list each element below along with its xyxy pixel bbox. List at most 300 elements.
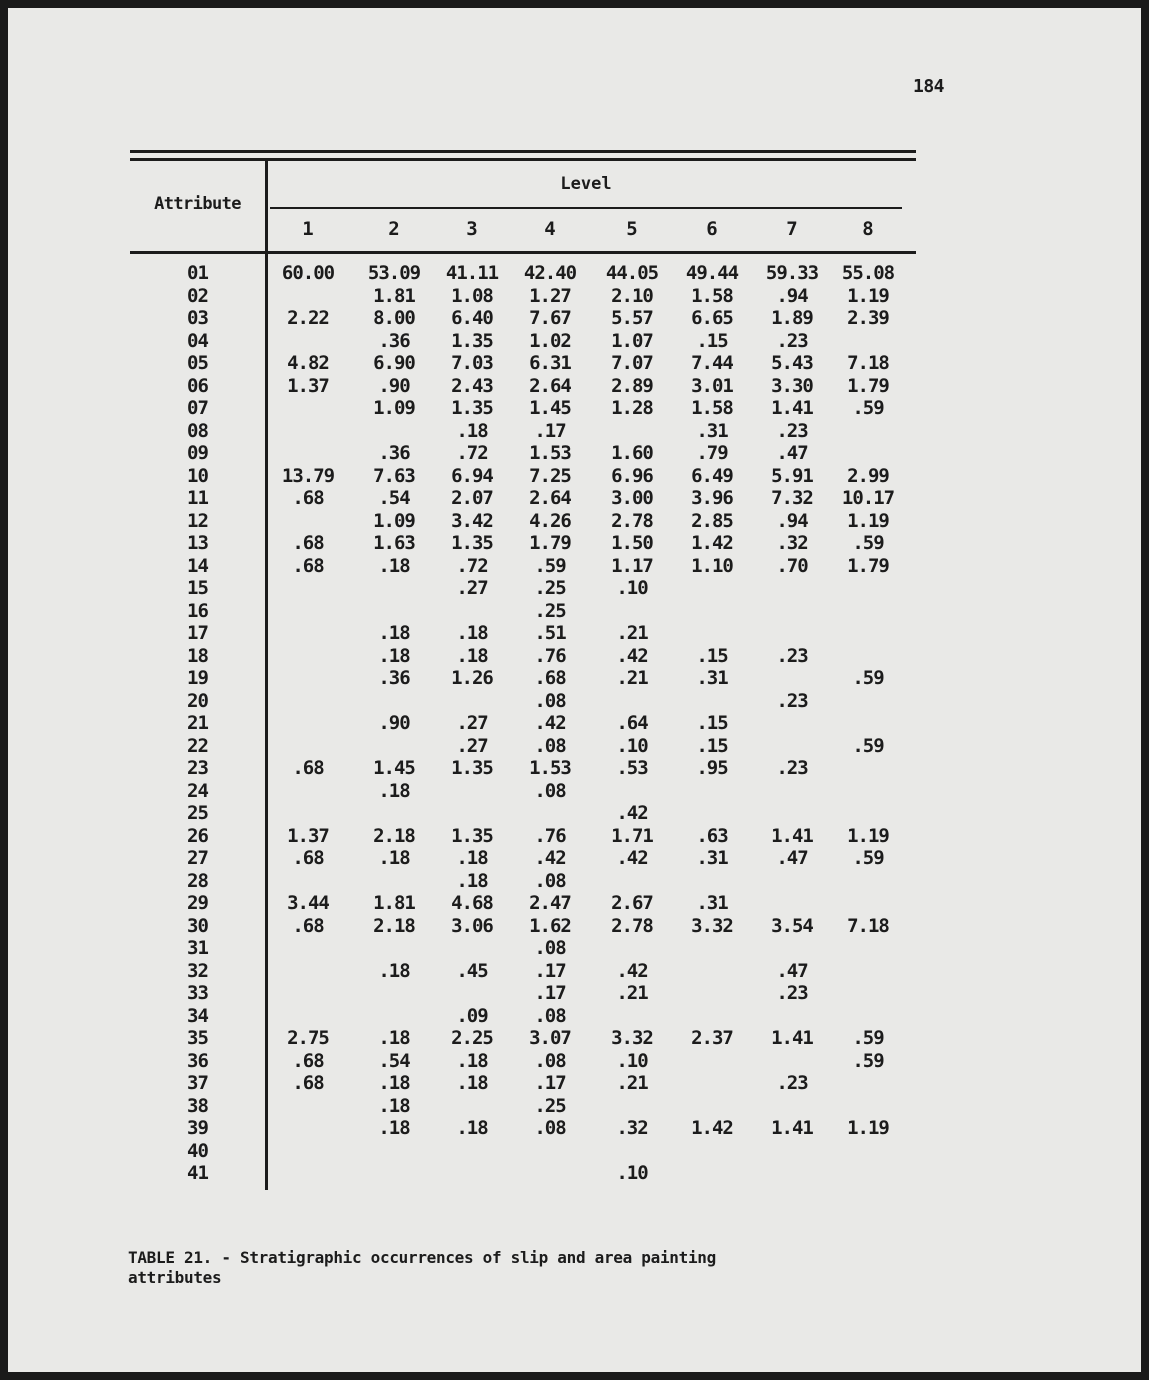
table-row <box>130 645 916 668</box>
table-cell: .47 <box>776 959 808 982</box>
table-cell: .42 <box>534 847 566 869</box>
table-cell: 44.05 <box>605 262 659 284</box>
table-cell: 2.89 <box>611 374 653 397</box>
table-cell: 6.96 <box>611 464 653 487</box>
table-row <box>130 870 916 893</box>
table-cell: .18 <box>378 959 410 982</box>
table-cell: 6.90 <box>373 352 415 374</box>
table-cell: .72 <box>456 442 488 464</box>
table-row <box>130 375 916 398</box>
attribute-code: 41 <box>187 1162 208 1184</box>
table-cell: .68 <box>292 1072 324 1094</box>
table-cell: .17 <box>534 982 566 1004</box>
table-cell: 42.40 <box>523 262 577 284</box>
table-cell: 1.79 <box>847 374 889 397</box>
table-cell: 7.25 <box>529 464 571 487</box>
table-cell: .23 <box>776 1072 808 1094</box>
attribute-code: 23 <box>187 757 208 779</box>
table-cell: .59 <box>852 397 884 419</box>
table-cell: .17 <box>534 959 566 982</box>
table-cell: .94 <box>776 284 808 307</box>
attribute-code: 07 <box>187 397 208 419</box>
table-cell: .25 <box>534 1094 566 1117</box>
table-cell: .54 <box>378 487 410 509</box>
table-cell: .09 <box>456 1004 488 1027</box>
attribute-code: 26 <box>187 824 208 847</box>
table-cell: 1.35 <box>451 532 493 554</box>
table-cell: 1.26 <box>451 667 493 689</box>
table-cell: .18 <box>378 847 410 869</box>
table-cell: 1.41 <box>771 397 813 419</box>
table-cell: .18 <box>378 622 410 644</box>
attribute-code: 21 <box>187 712 208 734</box>
table-cell: 2.22 <box>287 307 329 329</box>
table-cell: .21 <box>616 667 648 689</box>
table-cell: .10 <box>616 734 648 757</box>
table-cell: 3.30 <box>771 374 813 397</box>
attribute-code: 40 <box>187 1139 208 1162</box>
table-cell: 1.35 <box>451 397 493 419</box>
table-cell: .18 <box>456 1117 488 1139</box>
table-cell: 1.89 <box>771 307 813 329</box>
table-cell: 1.37 <box>287 824 329 847</box>
table-cell: .21 <box>616 1072 648 1094</box>
table-cell: 2.25 <box>451 1027 493 1049</box>
table-cell: 1.71 <box>611 824 653 847</box>
attribute-code: 16 <box>187 599 208 622</box>
attribute-code: 17 <box>187 622 208 644</box>
table-row <box>130 982 916 1005</box>
attribute-code: 33 <box>187 982 208 1004</box>
table-cell: 55.08 <box>841 262 895 284</box>
table-cell: .53 <box>616 757 648 779</box>
table-cell: .63 <box>696 824 728 847</box>
table-cell: .68 <box>292 914 324 937</box>
attribute-code: 34 <box>187 1004 208 1027</box>
table-row <box>130 1072 916 1095</box>
table-row <box>130 960 916 983</box>
table-cell: .08 <box>534 1117 566 1139</box>
table-cell: .18 <box>456 1072 488 1094</box>
table-cell: .36 <box>378 667 410 689</box>
table-cell: 1.53 <box>529 442 571 464</box>
attribute-code: 32 <box>187 959 208 982</box>
attribute-code: 28 <box>187 869 208 892</box>
table-cell: .25 <box>534 599 566 622</box>
attribute-code: 20 <box>187 689 208 712</box>
table-cell: 7.03 <box>451 352 493 374</box>
table-cell: 1.35 <box>451 757 493 779</box>
table-cell: 7.32 <box>771 487 813 509</box>
table-cell: .79 <box>696 442 728 464</box>
table-cell: 7.44 <box>691 352 733 374</box>
table-cell: .18 <box>456 622 488 644</box>
table-cell: .90 <box>378 374 410 397</box>
attribute-code: 30 <box>187 914 208 937</box>
table-cell: 2.18 <box>373 914 415 937</box>
table-cell: .10 <box>616 1162 648 1184</box>
table-cell: .68 <box>292 554 324 577</box>
table-cell: 4.68 <box>451 892 493 914</box>
table-cell: 1.42 <box>691 532 733 554</box>
table-cell: .59 <box>852 532 884 554</box>
table-cell: 2.37 <box>691 1027 733 1049</box>
table-cell: 2.75 <box>287 1027 329 1049</box>
table-cell: 3.44 <box>287 892 329 914</box>
table-row <box>130 510 916 533</box>
table-cell: .51 <box>534 622 566 644</box>
table-cell: 1.50 <box>611 532 653 554</box>
table-cell: 7.18 <box>847 352 889 374</box>
table-cell: 1.42 <box>691 1117 733 1139</box>
attribute-code: 22 <box>187 734 208 757</box>
table-row <box>130 757 916 780</box>
table-cell: .59 <box>852 1027 884 1049</box>
table-cell: .27 <box>456 577 488 599</box>
table-cell: .15 <box>696 712 728 734</box>
attribute-code: 27 <box>187 847 208 869</box>
table-cell: .31 <box>696 419 728 442</box>
table-cell: .08 <box>534 937 566 959</box>
level-column-header: 4 <box>544 218 556 240</box>
table-cell: 5.57 <box>611 307 653 329</box>
table-cell: .95 <box>696 757 728 779</box>
table-cell: 1.17 <box>611 554 653 577</box>
attribute-code: 19 <box>187 667 208 689</box>
table-cell: 2.47 <box>529 892 571 914</box>
table-row <box>130 577 916 600</box>
table-row <box>130 487 916 510</box>
table-cell: 1.27 <box>529 284 571 307</box>
table-row <box>130 892 916 915</box>
document-page <box>8 8 1141 1372</box>
table-cell: .23 <box>776 757 808 779</box>
table-row <box>130 1117 916 1140</box>
table-cell: 2.99 <box>847 464 889 487</box>
table-cell: .27 <box>456 712 488 734</box>
table-cell: 3.42 <box>451 509 493 532</box>
table-cell: 2.07 <box>451 487 493 509</box>
table-cell: 1.45 <box>529 397 571 419</box>
table-top-rule-double <box>130 158 916 161</box>
table-row <box>130 420 916 443</box>
table-cell: .18 <box>456 847 488 869</box>
level-column-header: 3 <box>466 218 478 240</box>
table-row <box>130 667 916 690</box>
attribute-code: 04 <box>187 329 208 352</box>
attribute-code: 38 <box>187 1094 208 1117</box>
attribute-code: 18 <box>187 644 208 667</box>
table-cell: .94 <box>776 509 808 532</box>
caption-line-1: TABLE 21. - Stratigraphic occurrences of slip and area painting <box>128 1248 716 1267</box>
table-cell: .08 <box>534 734 566 757</box>
attribute-code: 13 <box>187 532 208 554</box>
table-row <box>130 780 916 803</box>
table-cell: .36 <box>378 329 410 352</box>
table-row <box>130 262 916 285</box>
table-row <box>130 1027 916 1050</box>
table-cell: .70 <box>776 554 808 577</box>
table-cell: 1.10 <box>691 554 733 577</box>
attribute-code: 35 <box>187 1027 208 1049</box>
table-cell: 10.17 <box>841 487 895 509</box>
table-cell: 1.58 <box>691 284 733 307</box>
table-cell: .47 <box>776 847 808 869</box>
table-body <box>130 262 916 1185</box>
table-cell: 2.64 <box>529 374 571 397</box>
table-row <box>130 352 916 375</box>
level-column-header: 1 <box>302 218 314 240</box>
table-cell: .18 <box>456 869 488 892</box>
level-column-header: 5 <box>626 218 638 240</box>
attribute-code: 24 <box>187 779 208 802</box>
table-cell: 7.63 <box>373 464 415 487</box>
table-cell: .18 <box>456 644 488 667</box>
table-cell: 1.45 <box>373 757 415 779</box>
table-cell: .31 <box>696 892 728 914</box>
table-cell: .18 <box>378 779 410 802</box>
table-cell: .68 <box>292 487 324 509</box>
table-cell: .32 <box>616 1117 648 1139</box>
table-row <box>130 465 916 488</box>
table-cell: 3.07 <box>529 1027 571 1049</box>
level-header-rule <box>270 207 902 209</box>
table-cell: 4.26 <box>529 509 571 532</box>
table-row <box>130 712 916 735</box>
table-row <box>130 397 916 420</box>
page-number: 184 <box>913 76 945 97</box>
table-cell: 3.00 <box>611 487 653 509</box>
table-cell: .42 <box>616 847 648 869</box>
table-cell: 1.09 <box>373 509 415 532</box>
table-cell: .76 <box>534 824 566 847</box>
level-column-header: 6 <box>706 218 718 240</box>
table-cell: 53.09 <box>367 262 421 284</box>
table-cell: 2.78 <box>611 914 653 937</box>
table-cell: .27 <box>456 734 488 757</box>
level-column-header: 8 <box>862 218 874 240</box>
table-cell: 7.67 <box>529 307 571 329</box>
table-row <box>130 622 916 645</box>
table-cell: .10 <box>616 577 648 599</box>
attribute-code: 11 <box>187 487 208 509</box>
attribute-code: 03 <box>187 307 208 329</box>
table-cell: .15 <box>696 644 728 667</box>
table-row <box>130 555 916 578</box>
table-cell: .21 <box>616 982 648 1004</box>
level-column-headers <box>270 218 902 242</box>
table-cell: .08 <box>534 1004 566 1027</box>
table-cell: 1.08 <box>451 284 493 307</box>
table-cell: .18 <box>456 419 488 442</box>
table-cell: .42 <box>616 802 648 824</box>
table-cell: 3.06 <box>451 914 493 937</box>
table-cell: .68 <box>534 667 566 689</box>
attribute-code: 29 <box>187 892 208 914</box>
table-cell: .42 <box>616 644 648 667</box>
level-column-header: 2 <box>388 218 400 240</box>
table-cell: 1.62 <box>529 914 571 937</box>
table-cell: 6.94 <box>451 464 493 487</box>
level-group-header: Level <box>560 174 612 194</box>
table-cell: .21 <box>616 622 648 644</box>
table-cell: 1.19 <box>847 284 889 307</box>
table-row <box>130 600 916 623</box>
table-cell: 2.10 <box>611 284 653 307</box>
table-cell: .59 <box>852 667 884 689</box>
table-cell: .59 <box>852 734 884 757</box>
attribute-code: 02 <box>187 284 208 307</box>
table-caption <box>128 1248 888 1288</box>
table-cell: 2.67 <box>611 892 653 914</box>
table-cell: 3.32 <box>611 1027 653 1049</box>
table-cell: .18 <box>378 1072 410 1094</box>
attribute-code: 08 <box>187 419 208 442</box>
table-cell: .15 <box>696 734 728 757</box>
attribute-code: 09 <box>187 442 208 464</box>
table-cell: 3.01 <box>691 374 733 397</box>
table-cell: 2.43 <box>451 374 493 397</box>
table-cell: .25 <box>534 577 566 599</box>
table-cell: .23 <box>776 419 808 442</box>
attribute-code: 05 <box>187 352 208 374</box>
table-cell: .90 <box>378 712 410 734</box>
table-cell: 6.31 <box>529 352 571 374</box>
table-cell: 1.07 <box>611 329 653 352</box>
attribute-code: 12 <box>187 509 208 532</box>
attribute-code: 14 <box>187 554 208 577</box>
table-cell: .72 <box>456 554 488 577</box>
table-cell: 13.79 <box>281 464 335 487</box>
table-cell: .54 <box>378 1049 410 1072</box>
table-cell: 7.18 <box>847 914 889 937</box>
table-cell: 6.49 <box>691 464 733 487</box>
attribute-code: 15 <box>187 577 208 599</box>
table-cell: 8.00 <box>373 307 415 329</box>
table-cell: .32 <box>776 532 808 554</box>
table-row <box>130 1162 916 1185</box>
table-row <box>130 937 916 960</box>
attribute-code: 25 <box>187 802 208 824</box>
table-cell: 1.02 <box>529 329 571 352</box>
table-cell: .18 <box>378 1117 410 1139</box>
table-cell: .23 <box>776 644 808 667</box>
table-cell: 5.43 <box>771 352 813 374</box>
table-cell: 1.35 <box>451 824 493 847</box>
table-cell: 2.85 <box>691 509 733 532</box>
table-cell: .59 <box>852 847 884 869</box>
table-cell: 1.81 <box>373 892 415 914</box>
table-cell: 1.41 <box>771 1027 813 1049</box>
table-row <box>130 1140 916 1163</box>
table-cell: 2.18 <box>373 824 415 847</box>
table-cell: .31 <box>696 847 728 869</box>
table-cell: .31 <box>696 667 728 689</box>
table-cell: 1.28 <box>611 397 653 419</box>
table-cell: 4.82 <box>287 352 329 374</box>
table-cell: .45 <box>456 959 488 982</box>
table-cell: 1.79 <box>847 554 889 577</box>
table-cell: .68 <box>292 847 324 869</box>
table-row <box>130 915 916 938</box>
table-cell: .18 <box>378 644 410 667</box>
table-row <box>130 825 916 848</box>
table-row <box>130 532 916 555</box>
table-cell: .42 <box>534 712 566 734</box>
table-cell: .47 <box>776 442 808 464</box>
attribute-code: 06 <box>187 374 208 397</box>
attribute-code: 31 <box>187 937 208 959</box>
table-cell: .59 <box>852 1049 884 1072</box>
table-row <box>130 802 916 825</box>
table-cell: .18 <box>378 1094 410 1117</box>
table-row <box>130 1005 916 1028</box>
table-cell: .76 <box>534 644 566 667</box>
table-cell: .42 <box>616 959 648 982</box>
table-top-rule <box>130 150 916 153</box>
table-cell: .08 <box>534 869 566 892</box>
table-cell: .64 <box>616 712 648 734</box>
table-cell: .08 <box>534 689 566 712</box>
table-cell: .68 <box>292 532 324 554</box>
table-cell: 2.39 <box>847 307 889 329</box>
table-cell: 2.78 <box>611 509 653 532</box>
table-row <box>130 847 916 870</box>
table-cell: .18 <box>456 1049 488 1072</box>
table-row <box>130 285 916 308</box>
table-cell: 3.96 <box>691 487 733 509</box>
table-cell: .15 <box>696 329 728 352</box>
table-cell: .36 <box>378 442 410 464</box>
table-row <box>130 1050 916 1073</box>
attribute-code: 10 <box>187 464 208 487</box>
table-cell: 3.32 <box>691 914 733 937</box>
table-cell: 1.09 <box>373 397 415 419</box>
table-row <box>130 442 916 465</box>
table-row <box>130 1095 916 1118</box>
table-cell: 1.53 <box>529 757 571 779</box>
table-row <box>130 735 916 758</box>
table-cell: .10 <box>616 1049 648 1072</box>
table-cell: 1.19 <box>847 509 889 532</box>
table-cell: 1.63 <box>373 532 415 554</box>
table-cell: .68 <box>292 1049 324 1072</box>
table-cell: .08 <box>534 779 566 802</box>
table-cell: .17 <box>534 1072 566 1094</box>
table-cell: .17 <box>534 419 566 442</box>
table-cell: 6.65 <box>691 307 733 329</box>
table-cell: 5.91 <box>771 464 813 487</box>
table-cell: 41.11 <box>445 262 499 284</box>
table-cell: .08 <box>534 1049 566 1072</box>
table-cell: 60.00 <box>281 262 335 284</box>
table-cell: 1.60 <box>611 442 653 464</box>
table-row <box>130 307 916 330</box>
table-row <box>130 690 916 713</box>
table-cell: .23 <box>776 982 808 1004</box>
table-cell: .59 <box>534 554 566 577</box>
table-header-rule <box>130 251 916 254</box>
attribute-code: 36 <box>187 1049 208 1072</box>
table-cell: 1.41 <box>771 824 813 847</box>
table-cell: .18 <box>378 554 410 577</box>
table-cell: .18 <box>378 1027 410 1049</box>
table-row <box>130 330 916 353</box>
table-cell: 49.44 <box>685 262 739 284</box>
attribute-code: 01 <box>187 262 208 284</box>
table-cell: 1.37 <box>287 374 329 397</box>
table-cell: 1.35 <box>451 329 493 352</box>
